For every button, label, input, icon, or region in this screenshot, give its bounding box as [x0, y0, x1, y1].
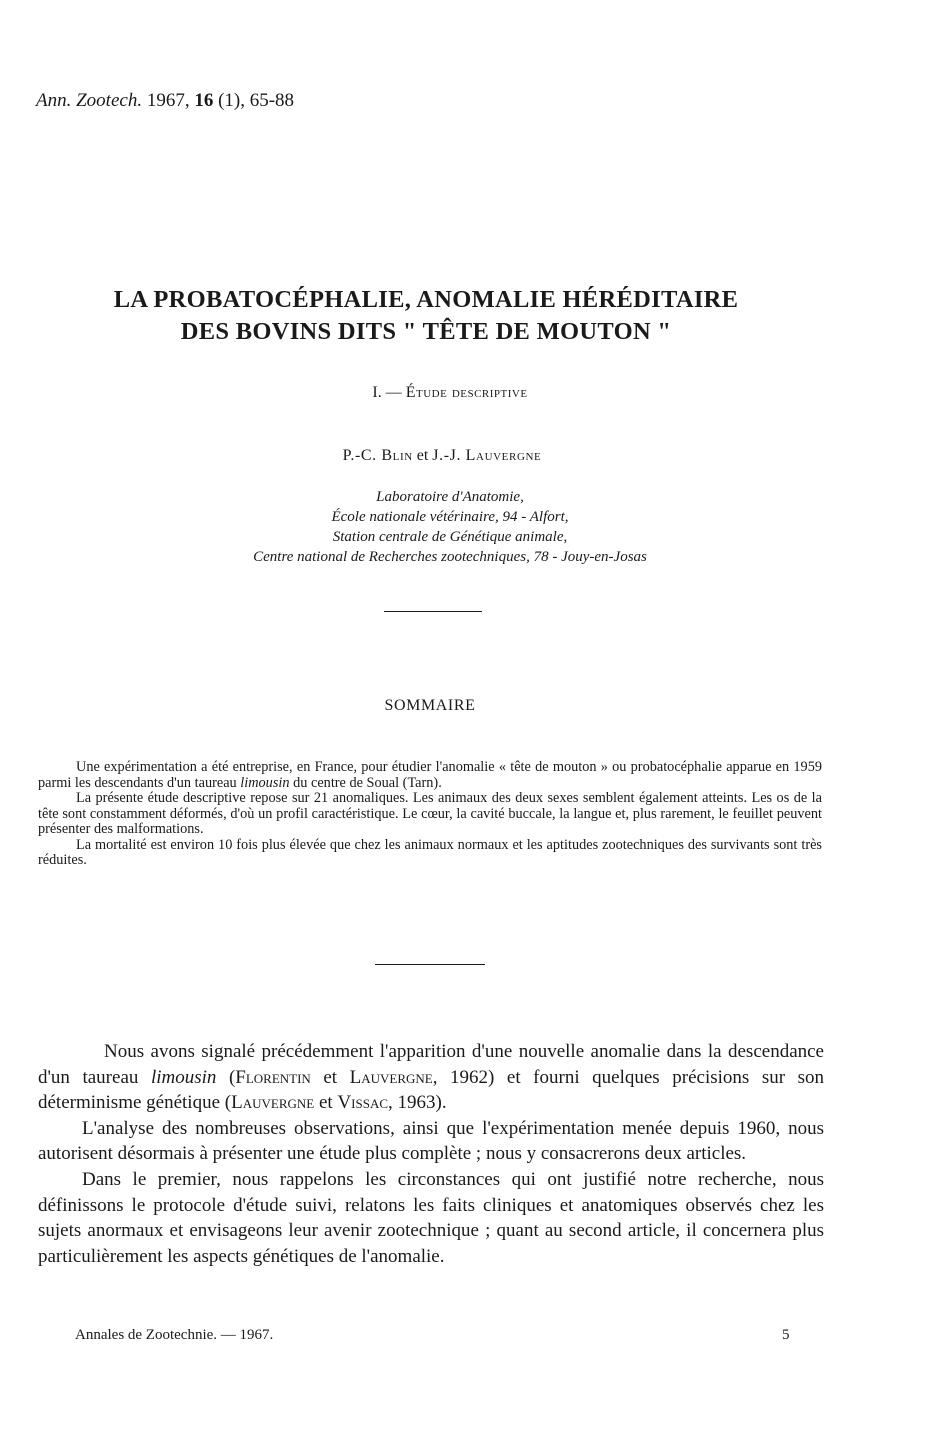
body-text-run: et [310, 1066, 350, 1088]
journal-citation [36, 90, 294, 112]
journal-name: Ann. Zootech. [36, 90, 143, 111]
affiliation-line: Centre national de Recherches zootechniques, 78 - Jouy-en-Josas [253, 549, 647, 565]
page-number: 5 [782, 1327, 790, 1343]
body-paragraph: L'analyse des nombreuses observations, ainsi que l'expérimentation menée depuis 1960, nous autorisent désormais à présenter une étude plus complète ; nous y consacrerons deux articles. [38, 1117, 824, 1165]
citation-volume: 16 [194, 90, 214, 111]
affiliation-line: Laboratoire d'Anatomie, [376, 489, 524, 505]
summary-text: Une expérimentation a été entreprise, en France, pour étudier l'anomalie « tête de mouton » ou probatocéphalie apparue en 1959 parmi les descendants d'un taureau [38, 759, 822, 791]
title-line-2: DES BOVINS DITS " TÊTE DE MOUTON " [180, 318, 672, 345]
body-text-run: , 1962) et fourni quelques précisions sur son déterminisme génétique ( [38, 1066, 824, 1114]
summary-paragraph: La présente étude descriptive repose sur 21 anomaliques. Les animaux des deux sexes semblent également atteints. Les os de la tête sont constamment déformés, d'où un profil caractéristique. Le cœur, la cavité buccale, la langue et, plus rarement, le feuillet peuvent présenter des malformations. [38, 790, 822, 837]
part-heading [0, 384, 900, 402]
affiliation-line: Station centrale de Génétique animale, [332, 529, 568, 545]
title-line-1: LA PROBATOCÉPHALIE, ANOMALIE HÉRÉDITAIRE [113, 286, 739, 313]
citation-year: 1967, [146, 90, 190, 111]
body-text-run: et [314, 1092, 338, 1114]
body-text [38, 1039, 824, 1269]
divider-rule [375, 964, 485, 965]
body-text-run: ( [216, 1066, 236, 1088]
affiliation-line: École nationale vétérinaire, 94 - Alfort, [331, 509, 569, 525]
affiliations [0, 487, 900, 567]
authors [0, 447, 884, 465]
body-text-run: , 1963). [388, 1092, 447, 1114]
citation-issue-pages: (1), 65-88 [218, 90, 295, 111]
summary-paragraph: La mortalité est environ 10 fois plus élevée que chez les animaux normaux et les aptitudes zootechniques des survivants sont très réduites. [38, 836, 822, 868]
footer-journal: Annales de Zootechnie. — 1967. [75, 1327, 274, 1343]
article-title [0, 284, 852, 348]
reference-author: Vissac [337, 1092, 389, 1114]
body-paragraph [38, 1039, 824, 1116]
reference-author: Lauvergne [231, 1092, 315, 1114]
author-conjunction: et [412, 447, 433, 464]
sommaire-heading: SOMMAIRE [384, 697, 476, 714]
reference-author: Lauvergne [349, 1066, 433, 1088]
summary-block [38, 760, 822, 869]
part-label: Étude descriptive [405, 384, 528, 401]
body-paragraph: Dans le premier, nous rappelons les circonstances qui ont justifié notre recherche, nous définissons le protocole d'étude suivi, relatons les faits cliniques et anatomiques observés chez les sujets anormaux et envisageons leur avenir zootechnique ; quant au second article, il concernera plus particulièrement les aspects génétiques de l'anomalie. [38, 1168, 824, 1267]
part-number: I. — [372, 384, 406, 401]
divider-rule [384, 611, 482, 612]
summary-paragraph [38, 760, 822, 791]
breed-name: limousin [240, 774, 290, 791]
author-2: J.-J. Lauvergne [432, 447, 542, 464]
summary-text: du centre de Soual (Tarn). [289, 774, 442, 791]
body-text-run: Nous avons signalé précédemment l'apparition d'une nouvelle anomalie dans la descendance d'un taureau [38, 1041, 824, 1088]
reference-author: Florentin [235, 1066, 311, 1088]
breed-name: limousin [150, 1066, 217, 1088]
author-1: P.-C. Blin [342, 447, 413, 464]
